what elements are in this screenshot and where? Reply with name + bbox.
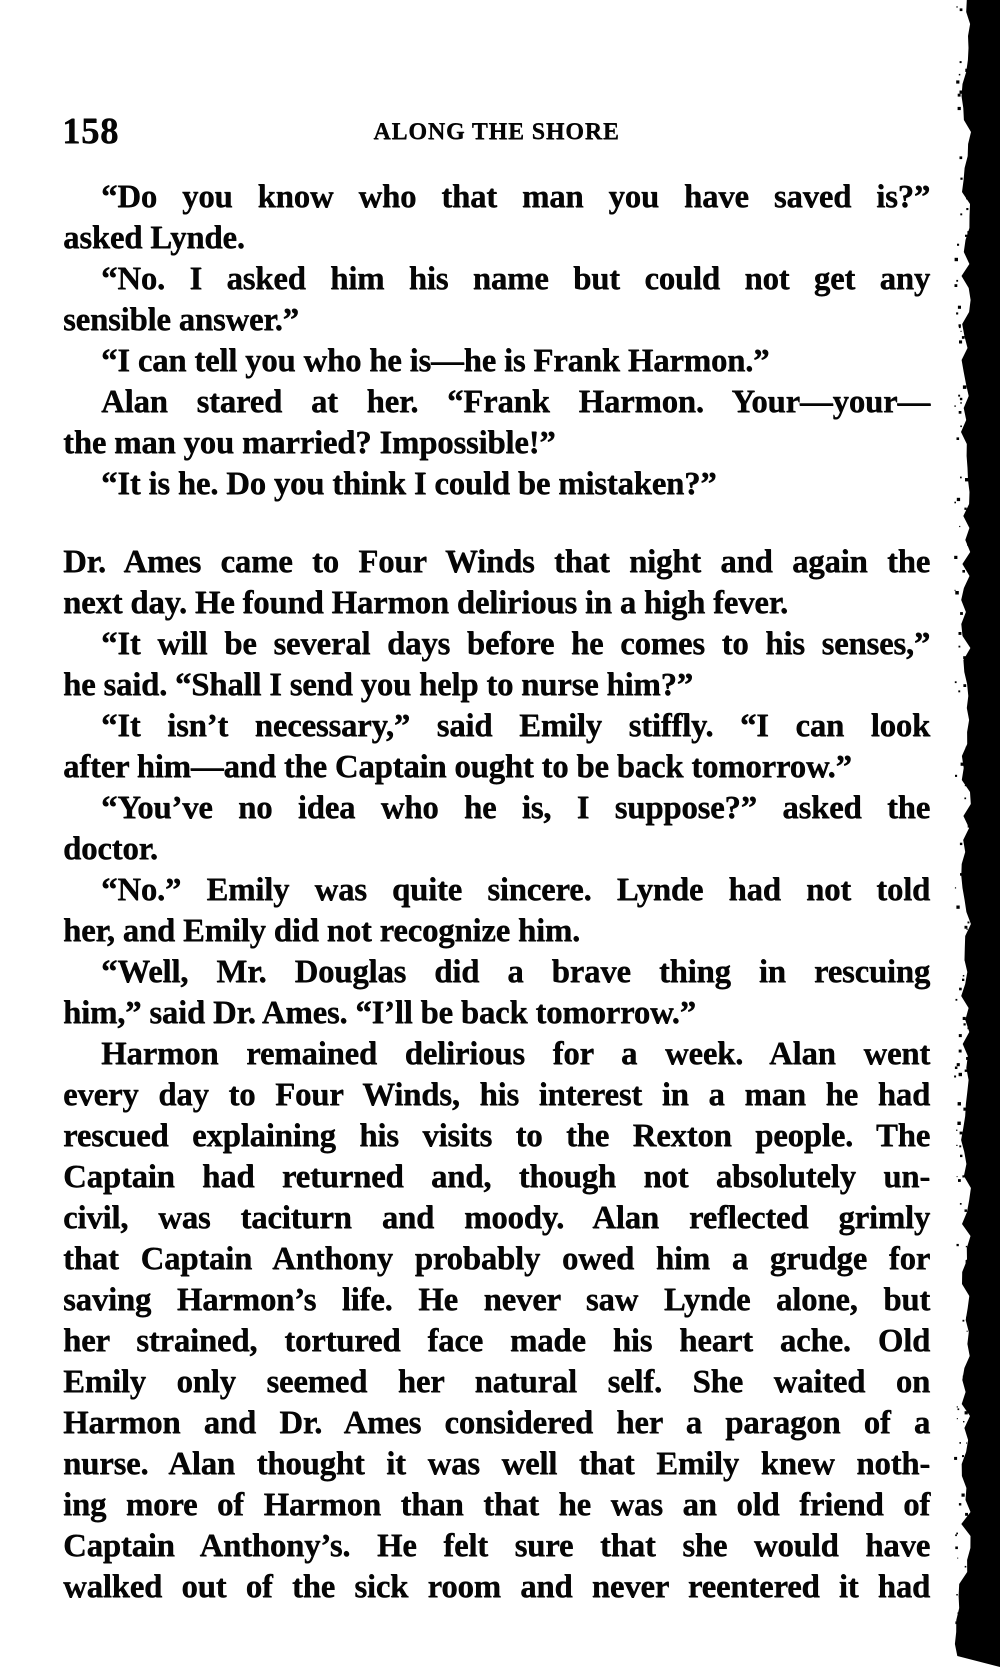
text-line: “No. I asked him his name but could not get any (101, 261, 930, 297)
text-line: “It will be several days before he comes to his senses,” (101, 626, 930, 662)
text-line: Captain Anthony’s. He felt sure that she would have (63, 1528, 930, 1564)
text-line: every day to Four Winds, his interest in a man he had (63, 1077, 930, 1113)
text-line: Dr. Ames came to Four Winds that night and again the (63, 544, 930, 580)
text-line: sensible answer.” (63, 302, 299, 338)
text-line: “It is he. Do you think I could be mistaken?” (101, 466, 717, 502)
text-line: “You’ve no idea who he is, I suppose?” asked the (101, 790, 930, 826)
scan-edge-artifact (950, 0, 1000, 1667)
text-line: he said. “Shall I send you help to nurse him?” (63, 667, 693, 703)
text-line: Harmon and Dr. Ames considered her a paragon of a (63, 1405, 930, 1441)
text-line: doctor. (63, 831, 158, 867)
text-line: nurse. Alan thought it was well that Emily knew noth- (63, 1446, 930, 1482)
text-line: “Well, Mr. Douglas did a brave thing in rescuing (101, 954, 930, 990)
text-section (63, 177, 930, 505)
text-line: “No.” Emily was quite sincere. Lynde had not told (101, 872, 930, 908)
text-line: next day. He found Harmon delirious in a high fever. (63, 585, 788, 621)
text-line: “I can tell you who he is—he is Frank Harmon.” (101, 343, 770, 379)
text-line: Alan stared at her. “Frank Harmon. Your—your— (101, 384, 930, 420)
text-line: ing more of Harmon than that he was an old friend of (63, 1487, 930, 1523)
text-line: Harmon remained delirious for a week. Alan went (101, 1036, 930, 1072)
text-line: asked Lynde. (63, 220, 245, 256)
page-number: 158 (62, 111, 119, 152)
text-line: her, and Emily did not recognize him. (63, 913, 580, 949)
text-line: the man you married? Impossible!” (63, 425, 556, 461)
text-line: her strained, tortured face made his heart ache. Old (63, 1323, 930, 1359)
page-body (63, 177, 930, 1608)
text-line: “Do you know who that man you have saved is?” (101, 179, 930, 215)
text-line: saving Harmon’s life. He never saw Lynde alone, but (63, 1282, 930, 1318)
text-line: him,” said Dr. Ames. “I’ll be back tomorrow.” (63, 995, 696, 1031)
text-line: Captain had returned and, though not absolutely un- (63, 1159, 930, 1195)
text-section (63, 542, 930, 1608)
text-line: Emily only seemed her natural self. She waited on (63, 1364, 930, 1400)
text-line: rescued explaining his visits to the Rexton people. The (63, 1118, 930, 1154)
text-line: after him—and the Captain ought to be back tomorrow.” (63, 749, 852, 785)
text-line: civil, was taciturn and moody. Alan reflected grimly (63, 1200, 930, 1236)
running-header-title: ALONG THE SHORE (373, 119, 620, 145)
text-line: that Captain Anthony probably owed him a grudge for (63, 1241, 930, 1277)
text-line: “It isn’t necessary,” said Emily stiffly. “I can look (101, 708, 930, 744)
text-line: walked out of the sick room and never reentered it had (63, 1569, 930, 1605)
